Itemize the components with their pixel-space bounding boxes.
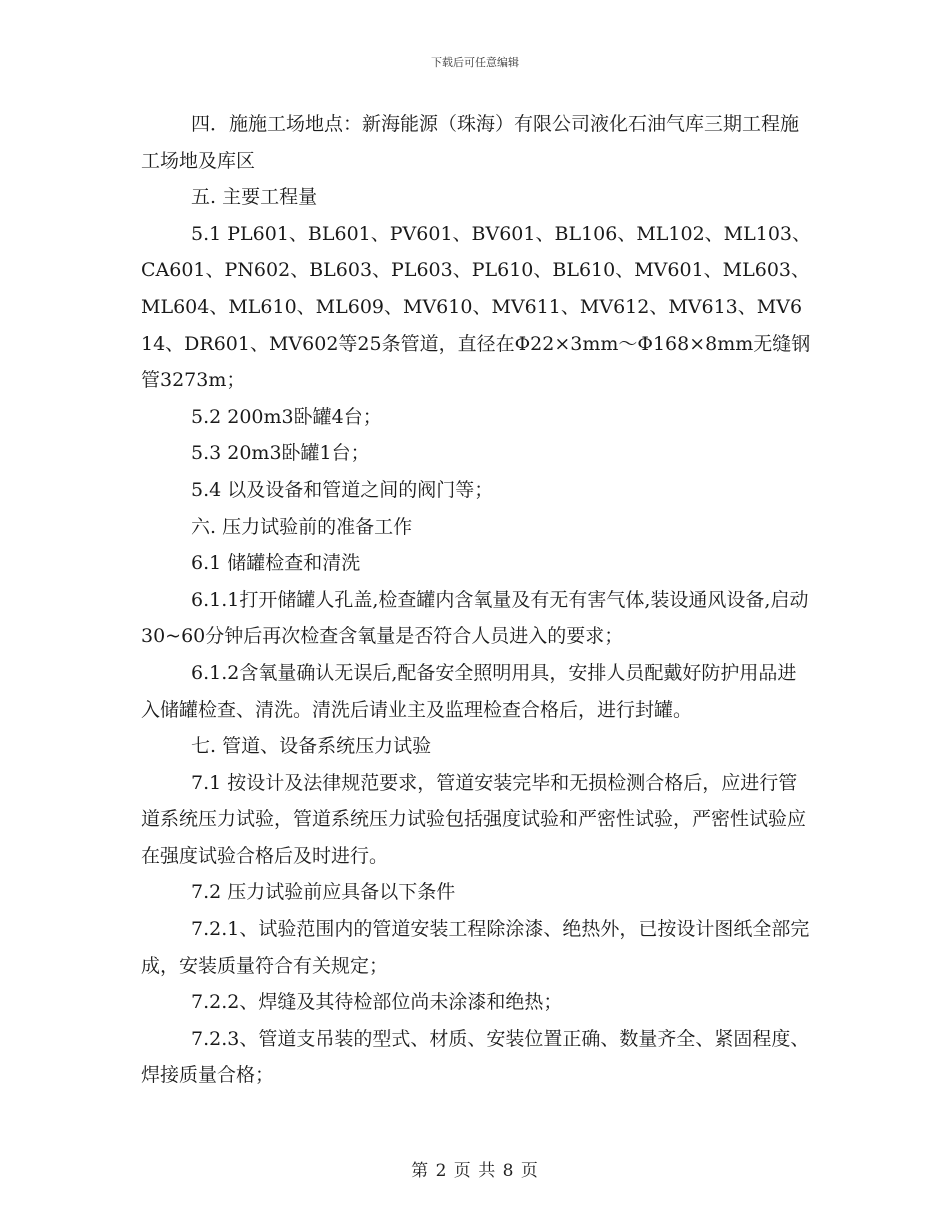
- item-6-1-1: 6.1.1打开储罐人孔盖,检查罐内含氧量及有无有害气体,装设通风设备,启动30~60分钟后再次检查含氧量是否符合人员进入的要求；: [141, 588, 809, 648]
- item-5-2: 5.2 200m3卧罐4台；: [191, 405, 382, 428]
- page-header: 下载后可任意编辑: [431, 56, 519, 69]
- item-7-2-2: 7.2.2、焊缝及其待检部位尚未涂漆和绝热；: [191, 991, 563, 1014]
- document-body: [141, 106, 811, 1094]
- section-5-heading: 五. 主要工程量: [191, 186, 318, 209]
- page-footer: 第 2 页 共 8 页: [411, 1161, 539, 1181]
- item-7-1: 7.1 按设计及法律规范要求，管道安装完毕和无损检测合格后，应进行管道系统压力试验，管道系统压力试验包括强度试验和严密性试验，严密性试验应在强度试验合格后及时进行。: [141, 771, 807, 867]
- section-4-site: 四．施施工场地点：新海能源（珠海）有限公司液化石油气库三期工程施工场地及库区: [141, 113, 800, 172]
- section-6-heading: 六. 压力试验前的准备工作: [191, 515, 413, 538]
- item-7-2: 7.2 压力试验前应具备以下条件: [191, 881, 456, 904]
- section-7-heading: 七. 管道、设备系统压力试验: [191, 735, 432, 758]
- item-5-1: 5.1 PL601、BL601、PV601、BV601、BL106、ML102、ML103、CA601、PN602、BL603、PL603、PL610、BL610、MV601、ML603、ML604、ML610、ML609、MV610、MV611、MV612、MV613、MV614、DR601、MV602等25条管道，直径在Φ22×3mm～Φ168×8mm无缝钢管3273m；: [141, 222, 812, 392]
- item-6-1-2: 6.1.2含氧量确认无误后,配备安全照明用具，安排人员配戴好防护用品进入储罐检查、清洗。清洗后请业主及监理检查合格后，进行封罐。: [141, 661, 797, 721]
- item-7-2-3: 7.2.3、管道支吊装的型式、材质、安装位置正确、数量齐全、紧固程度、焊接质量合格；: [141, 1027, 810, 1087]
- item-7-2-1: 7.2.1、试验范围内的管道安装工程除涂漆、绝热外，已按设计图纸全部完成，安装质量符合有关规定；: [141, 918, 810, 977]
- item-5-4: 5.4 以及设备和管道之间的阀门等；: [191, 478, 494, 501]
- item-5-3: 5.3 20m3卧罐1台；: [191, 442, 370, 465]
- item-6-1: 6.1 储罐检查和清洗: [191, 552, 361, 575]
